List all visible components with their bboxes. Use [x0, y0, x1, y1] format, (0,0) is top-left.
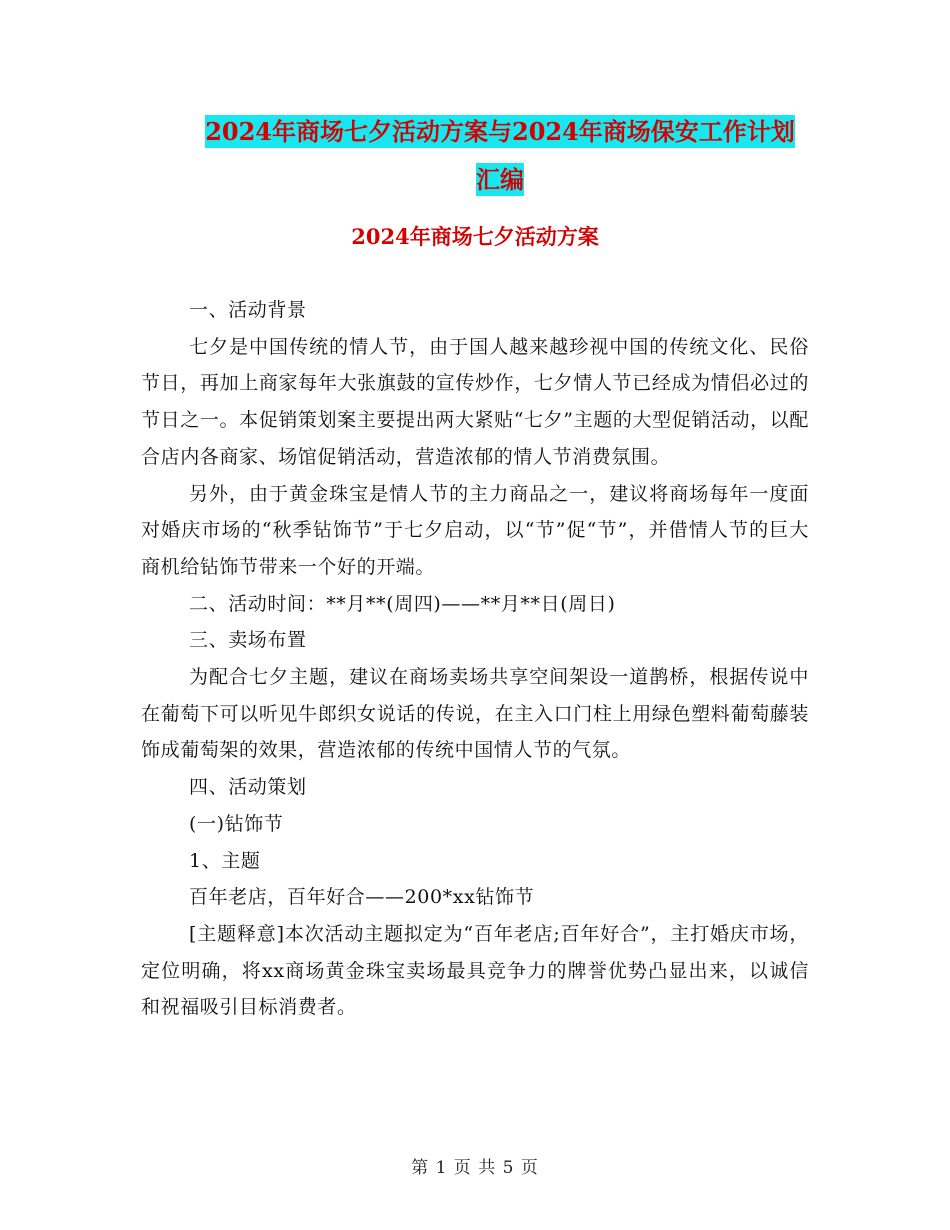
document-body — [141, 292, 809, 1026]
heading-theme: 1、主题 — [189, 849, 261, 872]
paragraph-activity-time: 二、活动时间：**月**(周四)——**月**日(周日) — [189, 592, 616, 615]
paragraph-background: 七夕是中国传统的情人节，由于国人越来越珍视中国的传统文化、民俗节日，再加上商家每年大张旗鼓的宣传炒作，七夕情人节已经成为情侣必过的节日之一。本促销策划案主要提出两大紧贴“七夕”主题的大型促销活动，以配合店内各商家、场馆促销活动，营造浓郁的情人节消费氛围。 — [141, 335, 809, 468]
heading-store-layout: 三、卖场布置 — [189, 629, 307, 652]
document-title — [140, 108, 860, 204]
page-footer: 第 1 页 共 5 页 — [411, 1158, 539, 1178]
paragraph-jewelry-festival: 另外，由于黄金珠宝是情人节的主力商品之一，建议将商场每年一度面对婚庆市场的“秋季钻饰节”于七夕启动，以“节”促“节”，并借情人节的巨大商机给钻饰节带来一个好的开端。 — [141, 482, 809, 578]
paragraph-theme: 百年老店，百年好合——200*xx钻饰节 — [189, 886, 535, 909]
paragraph-theme-explanation: [主题释意]本次活动主题拟定为“百年老店;百年好合”，主打婚庆市场，定位明确，将xx商场黄金珠宝卖场最具竞争力的牌誉优势凸显出来，以诚信和祝福吸引目标消费者。 — [141, 922, 809, 1019]
section-title: 2024年商场七夕活动方案 — [351, 224, 599, 249]
heading-diamond-festival: (一)钻饰节 — [189, 812, 284, 835]
heading-activity-plan: 四、活动策划 — [189, 776, 307, 799]
document-title-line-1: 2024年商场七夕活动方案与2024年商场保安工作计划 — [205, 117, 795, 146]
document-title-line-2: 汇编 — [476, 165, 524, 194]
paragraph-store-layout: 为配合七夕主题，建议在商场卖场共享空间架设一道鹊桥，根据传说中在葡萄下可以听见牛郎织女说话的传说，在主入口门柱上用绿色塑料葡萄藤装饰成葡萄架的效果，营造浓郁的传统中国情人节的气氛。 — [141, 666, 809, 762]
heading-activity-background: 一、活动背景 — [189, 299, 307, 321]
